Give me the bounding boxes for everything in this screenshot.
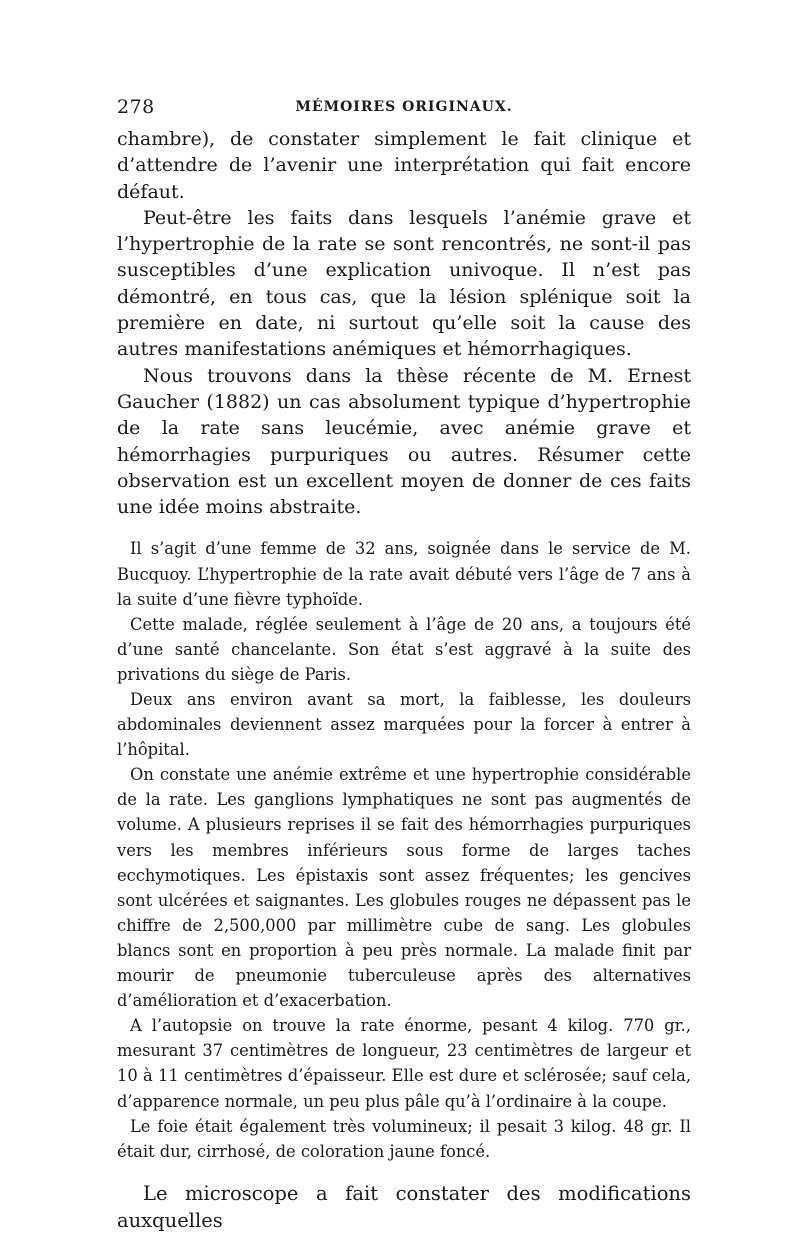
main-text (117, 126, 691, 520)
observation-paragraph: Il s’agit d’une femme de 32 ans, soignée dans le service de M. Bucquoy. L’hypertrophie de la rate avait débuté vers l’âge de 7 ans à la suite d’une fièvre typhoïde. (117, 539, 691, 609)
running-header (117, 96, 691, 122)
observation-paragraph: A l’autopsie on trouve la rate énorme, pesant 4 kilog. 770 gr., mesurant 37 centimètres de longueur, 23 centimètres de largeur et 10 à 11 centimètres d’épaisseur. Elle est dure et sclérosée; sauf cela, d’apparence normale, un peu plus pâle qu’à l’ordinaire à la coupe. (117, 1016, 691, 1111)
closing-text (117, 1180, 691, 1234)
paragraph: Peut-être les faits dans lesquels l’anémie grave et l’hypertrophie de la rate se sont rencontrés, ne sont-il pas susceptibles d’une explication univoque. Il n’est pas démontré, en tous cas, que la lésion splénique soit la première en date, ni surtout qu’elle soit la cause des autres manifestations anémiques et hémorrhagiques. (117, 206, 691, 361)
book-page (117, 96, 691, 1234)
observation-paragraph: Cette malade, réglée seulement à l’âge de 20 ans, a toujours été d’une santé chancelante. Son état s’est aggravé à la suite des privations du siège de Paris. (117, 614, 691, 684)
running-title: MÉMOIRES ORIGINAUX. (295, 99, 513, 115)
observation-paragraph: Le foie était également très volumineux; il pesait 3 kilog. 48 gr. Il était dur, cirrhosé, de coloration jaune foncé. (117, 1116, 691, 1161)
closing-line: Le microscope a fait constater des modifications auxquelles (117, 1181, 691, 1232)
case-observation (117, 536, 691, 1163)
paragraph-continuation: chambre), de constater simplement le fait clinique et d’attendre de l’avenir une interprétation qui fait encore défaut. (117, 128, 691, 203)
paragraph: Nous trouvons dans la thèse récente de M. Ernest Gaucher (1882) un cas absolument typique d’hypertrophie de la rate sans leucémie, avec anémie grave et hémorrhagies purpuriques ou autres. Résumer cette observation est un excellent moyen de donner de ces faits une idée moins abstraite. (117, 364, 691, 519)
observation-paragraph: On constate une anémie extrême et une hypertrophie considérable de la rate. Les ganglions lymphatiques ne sont pas augmentés de volume. A plusieurs reprises il se fait des hémorrhagies purpuriques vers les membres inférieurs sous forme de larges taches ecchymotiques. Les épistaxis sont assez fréquentes; les gencives sont ulcérées et saignantes. Les globules rouges ne dépassent pas le chiffre de 2,500,000 par millimètre cube de sang. Les globules blancs sont en proportion à peu près normale. La malade finit par mourir de pneumonie tuberculeuse après des alternatives d’amélioration et d’exacerbation. (117, 765, 691, 1011)
observation-paragraph: Deux ans environ avant sa mort, la faiblesse, les douleurs abdominales deviennent assez marquées pour la forcer à entrer à l’hôpital. (117, 690, 691, 760)
page-number: 278 (117, 96, 155, 118)
